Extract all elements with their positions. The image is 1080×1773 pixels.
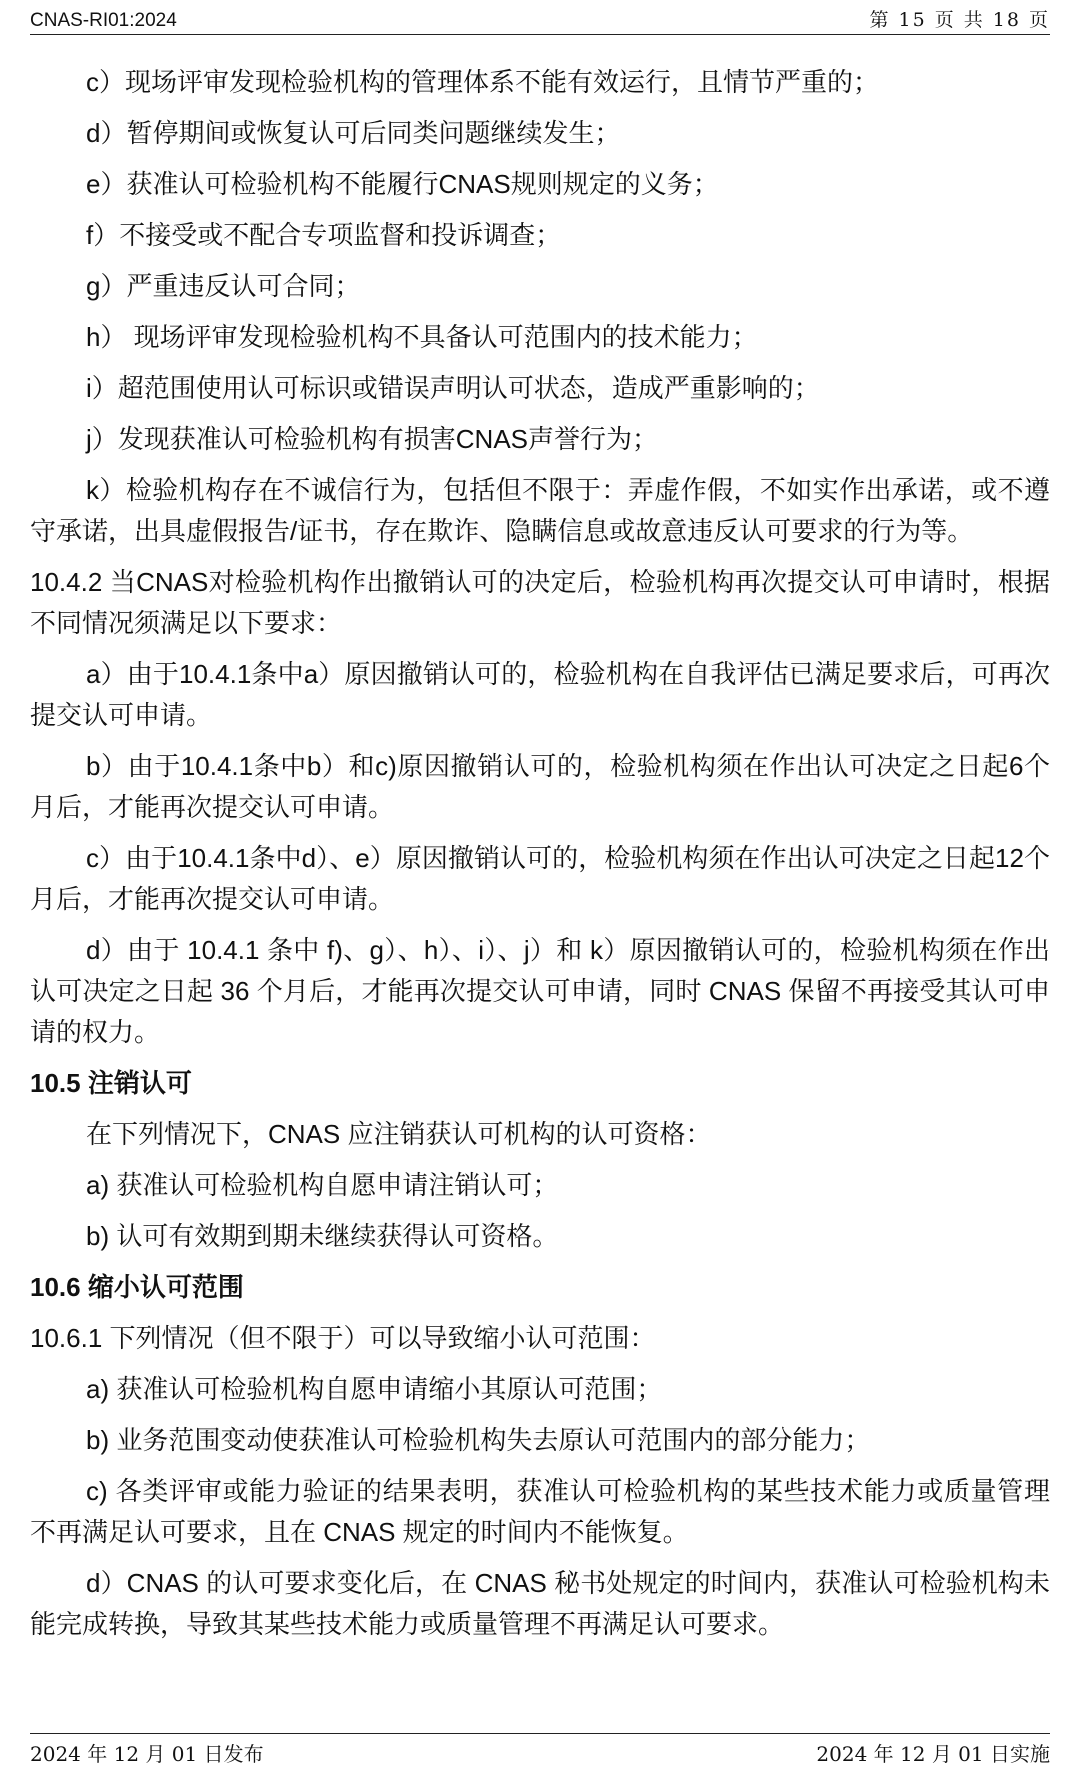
document-code: CNAS-RI01:2024 (30, 10, 177, 31)
page-header (30, 0, 1050, 35)
paragraph-10-6-1-c: c) 各类评审或能力验证的结果表明，获准认可检验机构的某些技术能力或质量管理不再满足认可要求，且在 CNAS 规定的时间内不能恢复。 (30, 1476, 1050, 1547)
section-heading-10-5: 10.5 注销认可 (30, 1068, 192, 1098)
paragraph-10-4-2-a: a）由于10.4.1条中a）原因撤销认可的，检验机构在自我评估已满足要求后，可再次提交认可申请。 (30, 659, 1050, 730)
effective-date: 2024 年 12 月 01 日实施 (816, 1742, 1050, 1766)
paragraph-10-4-2-d: d）由于 10.4.1 条中 f)、g）、h）、i）、j）和 k）原因撤销认可的，检验机构须在作出认可决定之日起 36 个月后，才能再次提交认可申请，同时 CNAS 保留不再接受其认可申请的权力。 (30, 935, 1050, 1047)
paragraph-10-4-1-g: g）严重违反认可合同； (86, 271, 361, 301)
document-body (30, 62, 1050, 1655)
page-footer (30, 1733, 1050, 1767)
paragraph-10-6-1: 10.6.1 下列情况（但不限于）可以导致缩小认可范围： (30, 1323, 656, 1353)
paragraph-10-4-1-d: d）暂停期间或恢复认可后同类问题继续发生； (86, 118, 621, 148)
paragraph-10-4-1-j: j）发现获准认可检验机构有损害CNAS声誉行为； (86, 424, 659, 454)
paragraph-10-4-1-i: i）超范围使用认可标识或错误声明认可状态，造成严重影响的； (86, 373, 820, 403)
section-heading-10-6: 10.6 缩小认可范围 (30, 1272, 244, 1302)
paragraph-10-4-2-c: c）由于10.4.1条中d）、e）原因撤销认可的，检验机构须在作出认可决定之日起12个月后，才能再次提交认可申请。 (30, 843, 1050, 914)
page-number: 第 15 页 共 18 页 (869, 9, 1050, 31)
paragraph-10-6-1-a: a) 获准认可检验机构自愿申请缩小其原认可范围； (86, 1374, 663, 1404)
paragraph-10-5-intro: 在下列情况下，CNAS 应注销获认可机构的认可资格： (86, 1119, 712, 1149)
paragraph-10-6-1-b: b) 业务范围变动使获准认可检验机构失去原认可范围内的部分能力； (86, 1425, 871, 1455)
paragraph-10-4-2-b: b）由于10.4.1条中b）和c)原因撤销认可的，检验机构须在作出认可决定之日起6个月后，才能再次提交认可申请。 (30, 751, 1050, 822)
paragraph-10-5-a: a) 获准认可检验机构自愿申请注销认可； (86, 1170, 559, 1200)
paragraph-10-5-b: b) 认可有效期到期未继续获得认可资格。 (86, 1221, 559, 1251)
paragraph-10-6-1-d: d）CNAS 的认可要求变化后，在 CNAS 秘书处规定的时间内，获准认可检验机构未能完成转换，导致其某些技术能力或质量管理不再满足认可要求。 (30, 1568, 1050, 1639)
issue-date: 2024 年 12 月 01 日发布 (30, 1742, 264, 1766)
paragraph-10-4-1-h: h） 现场评审发现检验机构不具备认可范围内的技术能力； (86, 322, 758, 352)
paragraph-10-4-1-f: f）不接受或不配合专项监督和投诉调查； (86, 220, 562, 250)
paragraph-10-4-2: 10.4.2 当CNAS对检验机构作出撤销认可的决定后，检验机构再次提交认可申请时，根据不同情况须满足以下要求： (30, 567, 1050, 638)
paragraph-10-4-1-k: k）检验机构存在不诚信行为，包括但不限于：弄虚作假，不如实作出承诺，或不遵守承诺，出具虚假报告/证书，存在欺诈、隐瞒信息或故意违反认可要求的行为等。 (30, 475, 1050, 546)
paragraph-10-4-1-c: c）现场评审发现检验机构的管理体系不能有效运行，且情节严重的； (86, 67, 880, 97)
paragraph-10-4-1-e: e）获准认可检验机构不能履行CNAS规则规定的义务； (86, 169, 719, 199)
